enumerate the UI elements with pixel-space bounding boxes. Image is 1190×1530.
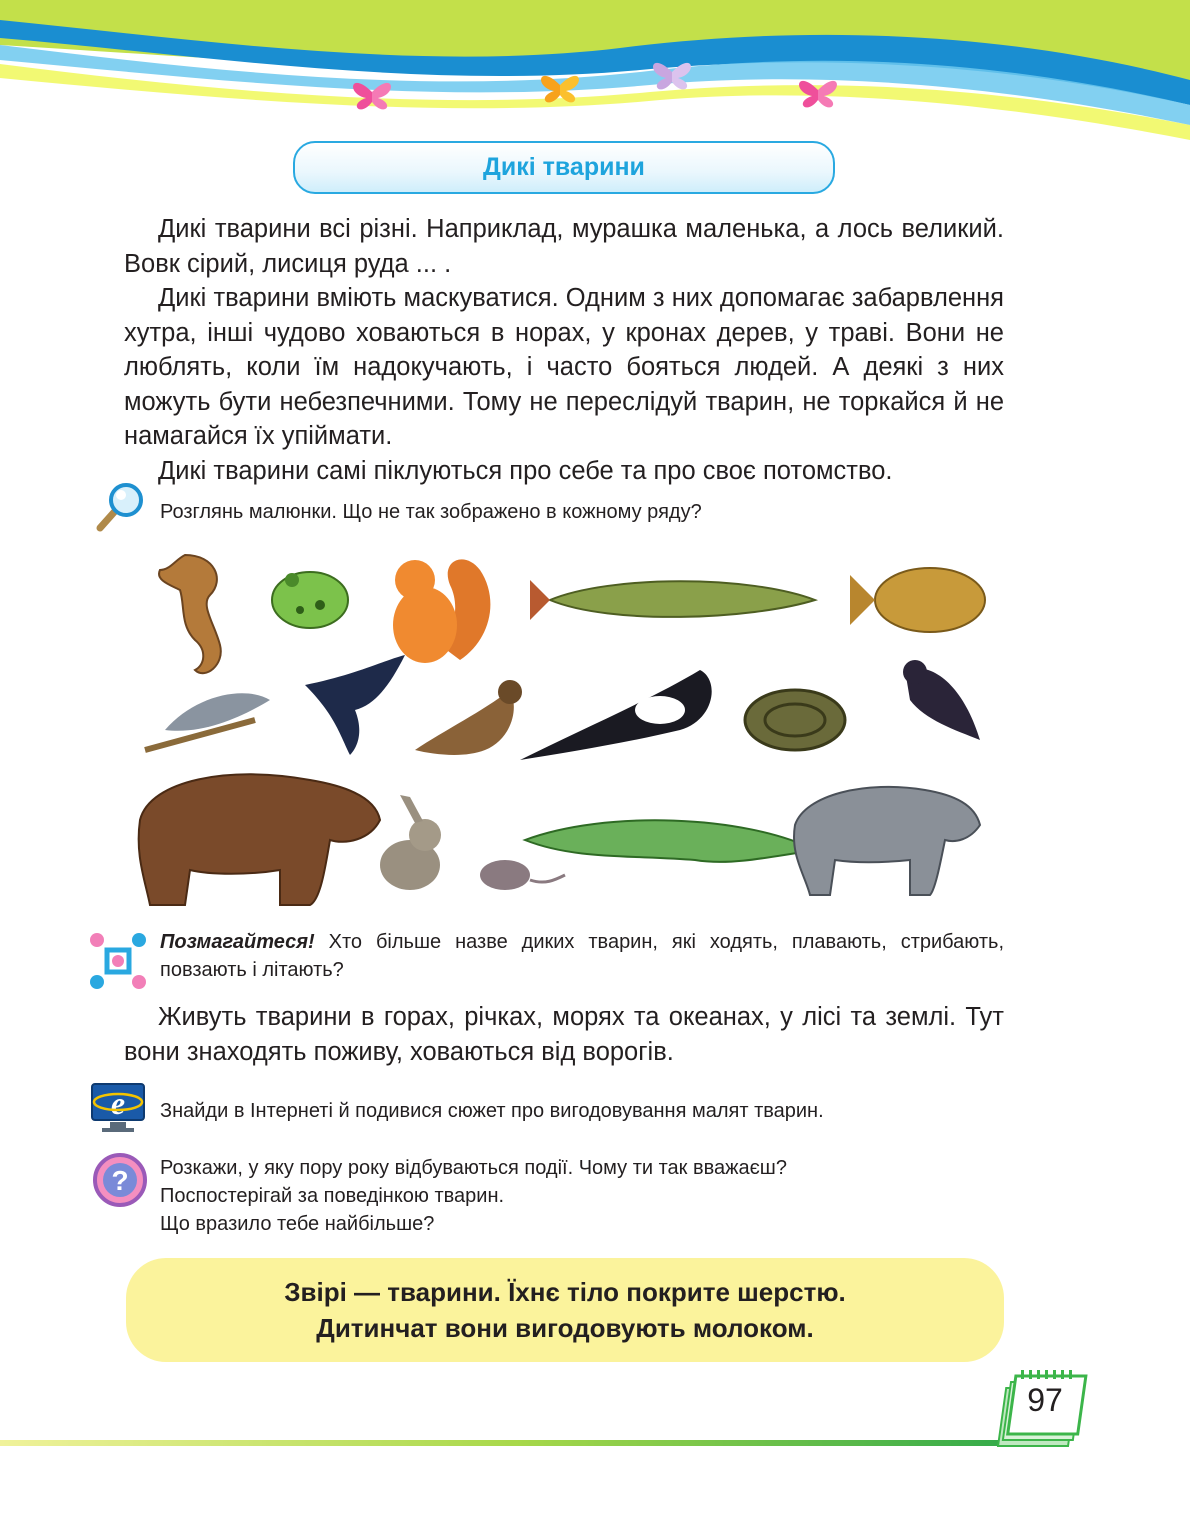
page-number: 97 bbox=[1027, 1382, 1063, 1418]
hare-icon bbox=[380, 795, 441, 890]
question-3: Що вразило тебе найбільше? bbox=[160, 1213, 435, 1235]
intro-paragraph-1: Дикі тварини всі різні. Наприклад, мурашка маленька, а лось великий. Вовк сірий, лисиця руда ... . bbox=[124, 215, 1004, 278]
question-icon bbox=[92, 1152, 148, 1208]
rule-line-2: Дитинчат вони вигодовують молоком. bbox=[316, 1313, 814, 1343]
team-game-icon bbox=[85, 928, 151, 994]
svg-text:?: ? bbox=[111, 1165, 129, 1196]
rule-box bbox=[126, 1258, 1004, 1362]
footer-line bbox=[0, 1438, 1030, 1448]
habitat-paragraph: Живуть тварини в горах, річках, морях та океанах, у лісі та землі. Тут вони знаходять поживу, ховаються від ворогів. bbox=[124, 1003, 1004, 1066]
seahorse-icon bbox=[159, 555, 221, 673]
intro-text bbox=[124, 212, 1004, 488]
header-waves bbox=[0, 0, 1190, 150]
questions-block bbox=[160, 1154, 787, 1238]
animals-illustration bbox=[125, 540, 1005, 910]
squirrel-icon bbox=[393, 559, 490, 663]
compete-text: Хто більше назве диких тварин, які ходять, плавають, стрибають, повзають і літають? bbox=[160, 931, 1004, 981]
intro-paragraph-3: Дикі тварини самі піклуються про себе та про своє потомство. bbox=[158, 456, 893, 485]
sparrow-icon bbox=[415, 680, 522, 755]
svg-text:e: e bbox=[110, 1085, 126, 1121]
swallow-icon bbox=[305, 655, 405, 755]
cuckoo-icon bbox=[145, 693, 270, 750]
frog-icon bbox=[272, 572, 348, 628]
page-title-box bbox=[293, 141, 835, 194]
question-2: Поспостерігай за поведінкою тварин. bbox=[160, 1185, 505, 1207]
starling-icon bbox=[903, 660, 980, 740]
task-internet: Знайди в Інтернеті й подивися сюжет про вигодовування малят тварин. bbox=[160, 1100, 824, 1122]
intro-paragraph-2: Дикі тварини вміють маскуватися. Одним з них допомагає забарвлення хутра, інші чудово ховаються в норах, у кронах дерев, у траві. Вони не люблять, коли їм надокучають, і часто бояться людей. А деякі з них можуть бути небезпечними. Тому не переслідуй тварин, не торкайся й не намагайся їх упіймати. bbox=[124, 284, 1004, 450]
mouse-icon bbox=[480, 860, 565, 890]
habitat-text bbox=[124, 1000, 1004, 1069]
magpie-icon bbox=[520, 670, 712, 760]
compete-task bbox=[160, 928, 1004, 984]
internet-icon bbox=[88, 1082, 148, 1134]
rule-line-1: Звірі — тварини. Їхнє тіло покрите шерстю. bbox=[284, 1277, 846, 1307]
compete-label: Позмагайтеся! bbox=[160, 931, 315, 953]
task-look: Розглянь малюнки. Що не так зображено в кожному ряду? bbox=[160, 501, 702, 523]
pike-icon bbox=[530, 580, 815, 620]
wolf-icon bbox=[794, 787, 980, 895]
snake-icon bbox=[745, 690, 845, 750]
magnifier-icon bbox=[88, 480, 146, 538]
crucian-carp-icon bbox=[850, 568, 985, 632]
crocodile-icon bbox=[525, 820, 815, 862]
page-title: Дикі тварини bbox=[483, 153, 645, 181]
bear-icon bbox=[139, 774, 380, 905]
question-1: Розкажи, у яку пору року відбуваються події. Чому ти так вважаєш? bbox=[160, 1157, 787, 1179]
